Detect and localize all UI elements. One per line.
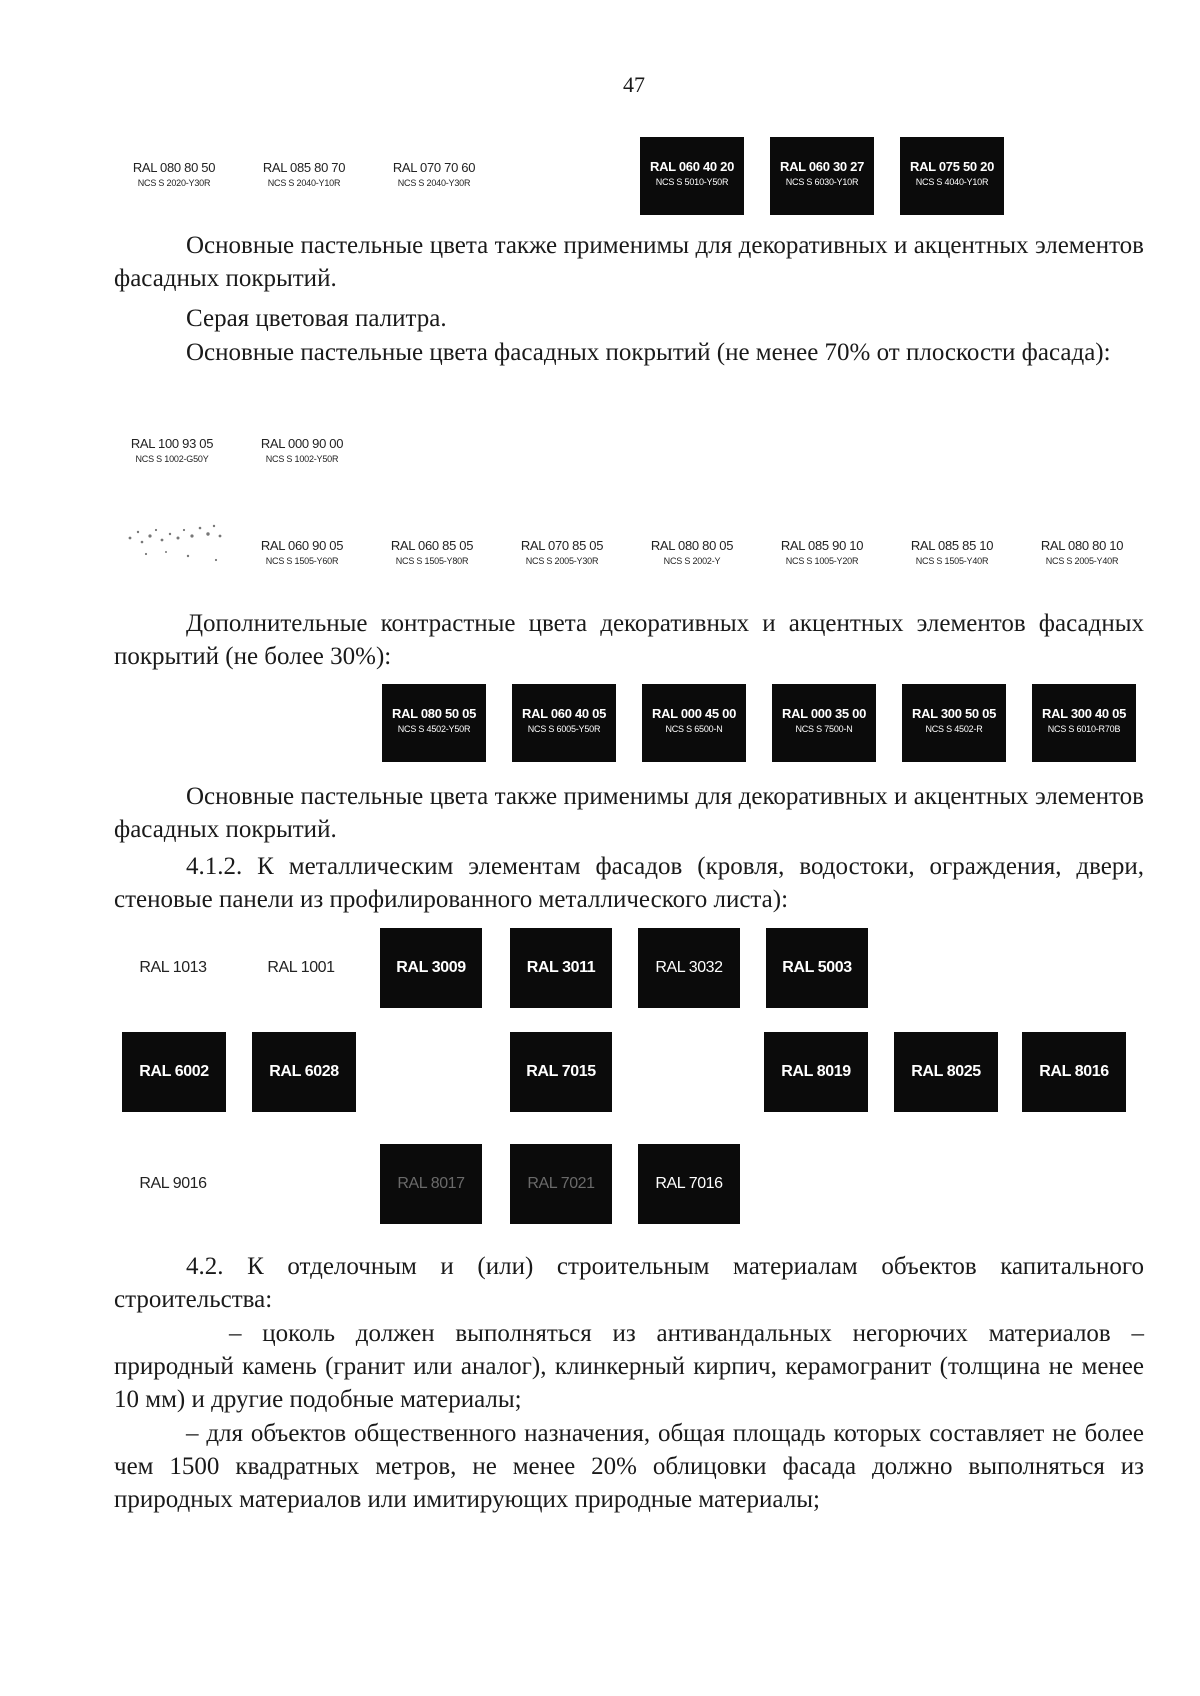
paragraph: – для объектов общественного назначения, общая площадь которых составляет не более чем 1500 квадратных метров, не менее 20% облицовки фасада должно выполняться из природных материалов или имитирующих природные материалы; <box>114 1420 1144 1513</box>
ral-code: RAL 085 85 10 <box>910 538 994 553</box>
paragraph: Основные пастельные цвета также применимы для декоративных и акцентных элементов фасадных покрытий. <box>114 232 1144 292</box>
color-swatch <box>640 137 744 215</box>
ncs-code: NCS S 1002-Y50R <box>265 454 339 464</box>
ral-code: RAL 100 93 05 <box>130 436 214 451</box>
ncs-code: NCS S 2005-Y30R <box>525 556 599 566</box>
color-swatch <box>512 684 616 762</box>
color-swatch <box>900 137 1004 215</box>
paragraph: 4.2. К отделочным и (или) строительным материалам объектов капитального строительства: <box>114 1253 1144 1313</box>
ncs-code: NCS S 6030-Y10R <box>785 177 859 187</box>
ral-code: RAL 085 90 10 <box>780 538 864 553</box>
ral-code: RAL 300 50 05 <box>911 706 997 721</box>
scan-artifact <box>120 508 232 568</box>
ral-code: RAL 000 45 00 <box>651 706 737 721</box>
ncs-code: NCS S 7500-N <box>795 724 853 734</box>
ncs-code: NCS S 4040-Y10R <box>915 177 989 187</box>
ral-swatch: RAL 7015 <box>510 1032 612 1112</box>
color-swatch <box>770 538 874 578</box>
ral-swatch: RAL 3009 <box>380 928 482 1008</box>
ral-code: RAL 000 90 00 <box>260 436 344 451</box>
ral-code: RAL 000 35 00 <box>781 706 867 721</box>
ncs-code: NCS S 1505-Y40R <box>915 556 989 566</box>
ral-code: RAL 060 90 05 <box>260 538 344 553</box>
page-number: 47 <box>623 72 645 97</box>
ral-swatch: RAL 7016 <box>638 1144 740 1224</box>
color-swatch <box>382 160 486 206</box>
ncs-code: NCS S 1005-Y20R <box>785 556 859 566</box>
ncs-code: NCS S 4502-R <box>925 724 983 734</box>
ncs-code: NCS S 6005-Y50R <box>527 724 601 734</box>
ral-swatch: RAL 8017 <box>380 1144 482 1224</box>
color-swatch <box>120 436 224 476</box>
color-swatch <box>1030 538 1134 578</box>
ral-swatch: RAL 6002 <box>122 1032 226 1112</box>
ral-code: RAL 300 40 05 <box>1041 706 1127 721</box>
paragraph: Основные пастельные цвета также применимы для декоративных и акцентных элементов фасадных покрытий. <box>114 783 1144 843</box>
ncs-code: NCS S 5010-Y50R <box>655 177 729 187</box>
ral-swatch: RAL 3032 <box>638 928 740 1008</box>
ral-swatch: RAL 6028 <box>252 1032 356 1112</box>
paragraph: – цоколь должен выполняться из антивандальных негорючих материалов – природный камень (гранит или аналог), клинкерный кирпич, керамогранит (толщина не менее 10 мм) и другие подобные материалы; <box>114 1320 1144 1413</box>
ncs-code: NCS S 2040-Y10R <box>267 178 341 188</box>
color-swatch <box>250 538 354 578</box>
color-swatch <box>1032 684 1136 762</box>
ncs-code: NCS S 2005-Y40R <box>1045 556 1119 566</box>
ral-swatch: RAL 1013 <box>122 928 224 1008</box>
ral-code: RAL 070 85 05 <box>520 538 604 553</box>
paragraph: 4.1.2. К металлическим элементам фасадов (кровля, водостоки, ограждения, двери, стеновые панели из профилированного металлического листа): <box>114 853 1144 913</box>
color-swatch <box>640 538 744 578</box>
color-swatch <box>382 684 486 762</box>
ncs-code: NCS S 2002-Y <box>663 556 721 566</box>
ncs-code: NCS S 2020-Y30R <box>137 178 211 188</box>
ral-code: RAL 060 30 27 <box>779 159 865 174</box>
color-swatch <box>770 137 874 215</box>
color-swatch <box>122 160 226 206</box>
ncs-code: NCS S 1505-Y60R <box>265 556 339 566</box>
ral-code: RAL 080 50 05 <box>391 706 477 721</box>
color-swatch <box>900 538 1004 578</box>
ral-code: RAL 075 50 20 <box>909 159 995 174</box>
paragraph: Серая цветовая палитра. <box>186 305 447 332</box>
color-swatch <box>510 538 614 578</box>
ral-swatch: RAL 5003 <box>766 928 868 1008</box>
ncs-code: NCS S 1505-Y80R <box>395 556 469 566</box>
color-swatch <box>250 436 354 476</box>
ncs-code: NCS S 2040-Y30R <box>397 178 471 188</box>
color-swatch <box>642 684 746 762</box>
ral-code: RAL 085 80 70 <box>262 160 346 175</box>
color-swatch <box>380 538 484 578</box>
paragraph: Основные пастельные цвета фасадных покрытий (не менее 70% от плоскости фасада): <box>186 339 1111 366</box>
ral-swatch: RAL 7021 <box>510 1144 612 1224</box>
ncs-code: NCS S 6010-R70B <box>1047 724 1121 734</box>
ral-swatch: RAL 1001 <box>250 928 352 1008</box>
ral-swatch: RAL 3011 <box>510 928 612 1008</box>
ral-swatch: RAL 8016 <box>1022 1032 1126 1112</box>
ral-code: RAL 060 40 20 <box>649 159 735 174</box>
ral-code: RAL 080 80 50 <box>132 160 216 175</box>
ral-code: RAL 060 85 05 <box>390 538 474 553</box>
color-swatch <box>772 684 876 762</box>
color-swatch <box>252 160 356 206</box>
ral-code: RAL 080 80 10 <box>1040 538 1124 553</box>
color-swatch <box>902 684 1006 762</box>
ral-code: RAL 080 80 05 <box>650 538 734 553</box>
ncs-code: NCS S 1002-G50Y <box>135 454 209 464</box>
ncs-code: NCS S 6500-N <box>665 724 723 734</box>
paragraph: Дополнительные контрастные цвета декоративных и акцентных элементов фасадных покрытий (не более 30%): <box>114 610 1144 670</box>
ncs-code: NCS S 4502-Y50R <box>397 724 471 734</box>
ral-swatch: RAL 8025 <box>894 1032 998 1112</box>
ral-code: RAL 070 70 60 <box>392 160 476 175</box>
ral-code: RAL 060 40 05 <box>521 706 607 721</box>
ral-swatch: RAL 9016 <box>122 1144 224 1224</box>
ral-swatch: RAL 8019 <box>764 1032 868 1112</box>
